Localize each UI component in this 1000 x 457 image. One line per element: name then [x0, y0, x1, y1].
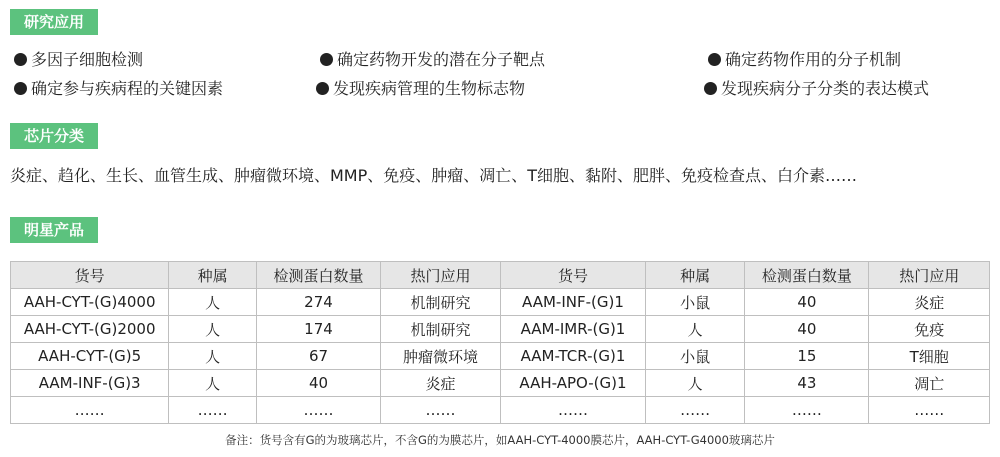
table-cell: …… — [646, 397, 745, 424]
table-row — [11, 289, 990, 316]
list-item: 发现疾病管理的生物标志物 — [316, 78, 525, 100]
column-header: 货号 — [500, 262, 645, 289]
table-cell: …… — [169, 397, 257, 424]
table-row — [11, 397, 990, 424]
table-cell: 人 — [169, 370, 257, 397]
table-cell: 人 — [169, 343, 257, 370]
table-header-row — [11, 262, 990, 289]
column-header: 热门应用 — [381, 262, 501, 289]
list-item: 确定药物开发的潜在分子靶点 — [320, 49, 545, 71]
table-cell: 人 — [646, 316, 745, 343]
table-cell: 67 — [256, 343, 380, 370]
chip-types-text: 炎症、趋化、生长、血管生成、肿瘤微环境、MMP、免疫、肿瘤、凋亡、T细胞、黏附、肥胖、免疫检查点、白介素…… — [10, 166, 858, 185]
section-title-research: 研究应用 — [10, 9, 98, 35]
table-cell: 小鼠 — [646, 289, 745, 316]
table-cell: 43 — [745, 370, 869, 397]
table-cell: 40 — [256, 370, 380, 397]
table-cell: 机制研究 — [381, 289, 501, 316]
table-row — [11, 316, 990, 343]
table-cell: …… — [500, 397, 645, 424]
table-cell: 40 — [745, 289, 869, 316]
table-cell: 274 — [256, 289, 380, 316]
bullet-icon — [320, 53, 333, 66]
footnote: 备注：货号含有G的为玻璃芯片，不含G的为膜芯片，如AAH-CYT-4000膜芯片，AAH-CYT-G4000玻璃芯片 — [225, 433, 775, 447]
table-cell: …… — [745, 397, 869, 424]
bullet-icon — [704, 82, 717, 95]
table-cell: 凋亡 — [869, 370, 990, 397]
table-cell: …… — [381, 397, 501, 424]
table-cell: AAM-IMR-(G)1 — [500, 316, 645, 343]
table-row — [11, 370, 990, 397]
list-item: 发现疾病分子分类的表达模式 — [704, 78, 929, 100]
section-title-chip-types: 芯片分类 — [10, 123, 98, 149]
table-cell: AAH-CYT-(G)2000 — [11, 316, 169, 343]
list-item: 多因子细胞检测 — [14, 49, 143, 71]
table-cell: AAM-TCR-(G)1 — [500, 343, 645, 370]
table-cell: AAM-INF-(G)1 — [500, 289, 645, 316]
research-row-1 — [14, 49, 994, 71]
table-cell: 小鼠 — [646, 343, 745, 370]
table-cell: 人 — [169, 316, 257, 343]
table-cell: …… — [869, 397, 990, 424]
table-cell: AAH-CYT-(G)5 — [11, 343, 169, 370]
column-header: 检测蛋白数量 — [256, 262, 380, 289]
table-cell: 肿瘤微环境 — [381, 343, 501, 370]
table-cell: …… — [11, 397, 169, 424]
bullet-icon — [14, 53, 27, 66]
bullet-icon — [316, 82, 329, 95]
list-item: 确定参与疾病程的关键因素 — [14, 78, 223, 100]
column-header: 热门应用 — [869, 262, 990, 289]
products-table — [10, 261, 990, 424]
table-cell: AAH-CYT-(G)4000 — [11, 289, 169, 316]
table-cell: 免疫 — [869, 316, 990, 343]
table-cell: AAH-APO-(G)1 — [500, 370, 645, 397]
table-cell: …… — [256, 397, 380, 424]
column-header: 货号 — [11, 262, 169, 289]
table-cell: 人 — [169, 289, 257, 316]
research-row-2 — [14, 78, 994, 100]
column-header: 检测蛋白数量 — [745, 262, 869, 289]
table-cell: T细胞 — [869, 343, 990, 370]
table-cell: AAM-INF-(G)3 — [11, 370, 169, 397]
bullet-icon — [14, 82, 27, 95]
table-cell: 174 — [256, 316, 380, 343]
section-title-products: 明星产品 — [10, 217, 98, 243]
table-row — [11, 343, 990, 370]
table-cell: 人 — [646, 370, 745, 397]
table-cell: 15 — [745, 343, 869, 370]
list-item: 确定药物作用的分子机制 — [708, 49, 901, 71]
table-cell: 炎症 — [869, 289, 990, 316]
column-header: 种属 — [169, 262, 257, 289]
bullet-icon — [708, 53, 721, 66]
table-cell: 40 — [745, 316, 869, 343]
table-cell: 机制研究 — [381, 316, 501, 343]
table-cell: 炎症 — [381, 370, 501, 397]
column-header: 种属 — [646, 262, 745, 289]
